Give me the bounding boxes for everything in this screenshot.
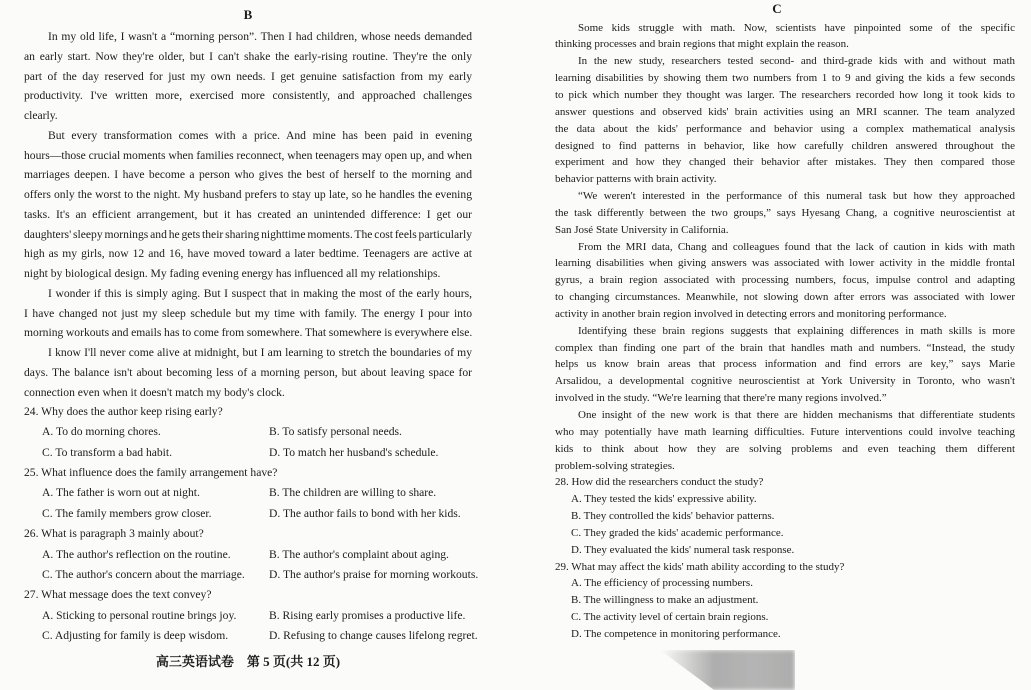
passage-c-title: C [772, 1, 782, 16]
paragraph-line: activity in another brain region involved in detecting errors and monitoring performance. [555, 307, 947, 320]
question-stem: 26. What is paragraph 3 mainly about? [24, 527, 204, 541]
paragraph-line: gyrus, a brain region associated with processing numbers, focus, impulse control and adapting [555, 274, 1015, 287]
paragraph-line: to changing circumstances. Meanwhile, not slowing down after errors was associated with lower [555, 291, 1015, 304]
answer-option: C. The author's concern about the marriage. [42, 567, 245, 581]
paragraph-line: clearly. [24, 109, 58, 122]
option-row [24, 626, 524, 646]
paragraph-line: who may potentially have math learning difficulties. Future interventions could involve teaching [555, 425, 1015, 438]
paragraph-line: But every transformation comes with a price. And mine has been paid in evening [48, 128, 472, 142]
answer-option: A. The father is worn out at night. [42, 486, 200, 500]
answer-option: D. The competence in monitoring performance. [571, 627, 781, 640]
answer-option: A. To do morning chores. [42, 425, 161, 439]
paragraph-line: kids to think about how they are solving problems and even teaching them different [555, 442, 1015, 455]
answer-option: B. The author's complaint about aging. [269, 547, 449, 561]
passage-b-text [24, 27, 472, 402]
paragraph-line: “We weren't interested in the performance of this numeral task but how they approached [578, 190, 1015, 203]
paragraph-line: productivity. I've written more, exercised more consistently, and approached challenges [24, 89, 472, 103]
paragraph-line: thinking processes and brain regions that might explain the reason. [555, 38, 849, 51]
answer-option: C. They graded the kids' academic performance. [571, 526, 784, 539]
paragraph-line: to pick which number they thought was larger. The researchers recorded how long it took kids to [555, 88, 1015, 101]
paragraph-line: I wonder if this is simply aging. But I suspect that in making the most of the early hours, [48, 286, 472, 300]
answer-option: B. The children are willing to share. [269, 486, 437, 500]
paragraph-line: tasks. It's an efficient arrangement, but it has created an unintended difference: I get our [24, 207, 472, 221]
paragraph-line: answer questions and observed kids' brain activities using an MRI scanner. The team analyzed [555, 105, 1015, 118]
paragraph-line: experiment and how they changed their behavior after mistakes. They then compared those [555, 156, 1015, 169]
paragraph-line: involved in the study. “We're learning that there're many regions involved.” [555, 392, 887, 405]
paragraph-line: Identifying these brain regions suggests that explaining differences in math skills is more [578, 324, 1015, 337]
answer-option: B. They controlled the kids' behavior patterns. [571, 510, 775, 523]
passage-c-text [555, 20, 1015, 643]
answer-option: A. They tested the kids' expressive ability. [571, 493, 757, 506]
option-row [24, 606, 524, 626]
paragraph-line: the task differently between the two groups,” says Hyesang Chang, a cognitive neuroscientist at [555, 206, 1015, 219]
answer-option: D. Refusing to change causes lifelong regret. [269, 628, 478, 642]
paragraph-line: In my old life, I wasn't a “morning person”. Then I had children, whose needs demanded [48, 30, 472, 43]
option-row [24, 565, 524, 585]
option-row [24, 504, 524, 524]
question-stem: 27. What message does the text convey? [24, 588, 212, 602]
paragraph-line: behavior patterns with brain activity. [555, 173, 717, 186]
answer-option: D. The author fails to bond with her kids. [269, 506, 461, 520]
paragraph-line: I know I'll never come alive at midnight, but I am learning to stretch the boundaries of my [48, 346, 472, 359]
answer-option: A. Sticking to personal routine brings joy. [42, 608, 237, 622]
paragraph-line: connection even when it doesn't match my body's clock. [24, 385, 285, 399]
paragraph-line: helps us know brain areas that process information and find errors are key,” says Marie [555, 358, 1015, 371]
paragraph-line: part of the day reserved for just my own needs. I get genuine satisfaction from my early [24, 69, 472, 83]
page-footer: 高三英语试卷 第 5 页(共 12 页) [155, 654, 341, 669]
paragraph-line: problem-solving strategies. [555, 459, 675, 472]
question-stem: 25. What influence does the family arrangement have? [24, 466, 278, 480]
paragraph-line: an early start. Now they're older, but I can't shake the early-rising routine. They're the only [24, 49, 472, 63]
paragraph-line: marriages deepen. I have become a person who gives the best of herself to the morning and [24, 168, 472, 182]
paragraph-line: daughters' sleepy mornings and he gets their sharing nighttime moments. The cost feels particularly [24, 227, 472, 241]
passage-b-questions [24, 402, 524, 646]
answer-option: A. The efficiency of processing numbers. [571, 577, 753, 590]
paragraph-line: night by biological design. My fading evening energy has influenced all my relationships. [24, 267, 441, 280]
option-row [24, 483, 524, 503]
paragraph-line: high as my girls, now 12 and 16, have moved toward a later bedtime. Teenagers are active at [24, 247, 472, 261]
answer-option: A. The author's reflection on the routine. [42, 547, 231, 561]
paragraph-line: I have changed not just my sleep schedule but my time with family. The energy I pour into [24, 306, 472, 320]
answer-option: B. Rising early promises a productive life. [269, 608, 466, 622]
paragraph-line: learning disabilities by showing them two numbers from 1 to 9 and giving the kids a few seconds [555, 72, 1015, 85]
paragraph-line: designed to find patterns in behavior, like how carefully children answered throughout the [555, 139, 1015, 152]
paragraph-line: the data about the kids' performance and behavior using a complex mathematical analysis [555, 122, 1015, 135]
paragraph-line: days. The balance isn't about becoming less of a morning person, but about leaving space for [24, 365, 472, 379]
paragraph-line: From the MRI data, Chang and colleagues found that the lack of caution in kids with math [578, 240, 1015, 253]
answer-option: B. To satisfy personal needs. [269, 425, 402, 439]
question-stem: 29. What may affect the kids' math ability according to the study? [555, 560, 845, 573]
paragraph-line: Some kids struggle with math. Now, scientists have pinpointed some of the specific [578, 21, 1015, 34]
paragraph-line: complex than finding one part of the brain that handles math and numbers. “Instead, the study [555, 341, 1015, 354]
scan-smudge [660, 650, 795, 690]
paragraph-line: In the new study, researchers tested second- and third-grade kids with and without math [578, 55, 1015, 68]
question-stem: 28. How did the researchers conduct the study? [555, 476, 764, 489]
paragraph-line: San José State University in California. [555, 223, 729, 236]
paragraph-line: morning workouts and emails has to come from somewhere. That somewhere is everywhere else. [24, 326, 473, 340]
answer-option: C. The activity level of certain brain regions. [571, 611, 769, 624]
paragraph-line: Arsalidou, a developmental cognitive neuroscientist at York University in Toronto, who wasn't [555, 375, 1015, 388]
option-row [24, 443, 524, 463]
paragraph-line: offers only the worst to the night. My husband prefers to stay up late, so he handles the evening [24, 188, 472, 201]
option-row [24, 422, 524, 442]
paragraph-line: One insight of the new work is that there are hidden mechanisms that differentiate students [578, 409, 1015, 421]
answer-option: C. Adjusting for family is deep wisdom. [42, 628, 229, 642]
paragraph-line: hours—those crucial moments when families reconnect, when teenagers may open up, and when [24, 148, 472, 162]
answer-option: C. To transform a bad habit. [42, 445, 173, 459]
answer-option: D. They evaluated the kids' numeral task response. [571, 543, 795, 556]
passage-b-title: B [243, 7, 253, 22]
paragraph-line: learning disabilities when giving answers was associated with lower activity in the middle frontal [555, 257, 1015, 270]
option-row [24, 545, 524, 565]
answer-option: D. To match her husband's schedule. [269, 445, 439, 459]
answer-option: B. The willingness to make an adjustment. [571, 594, 759, 607]
answer-option: C. The family members grow closer. [42, 506, 212, 520]
question-stem: 24. Why does the author keep rising early? [24, 405, 223, 418]
answer-option: D. The author's praise for morning workouts. [269, 567, 479, 581]
